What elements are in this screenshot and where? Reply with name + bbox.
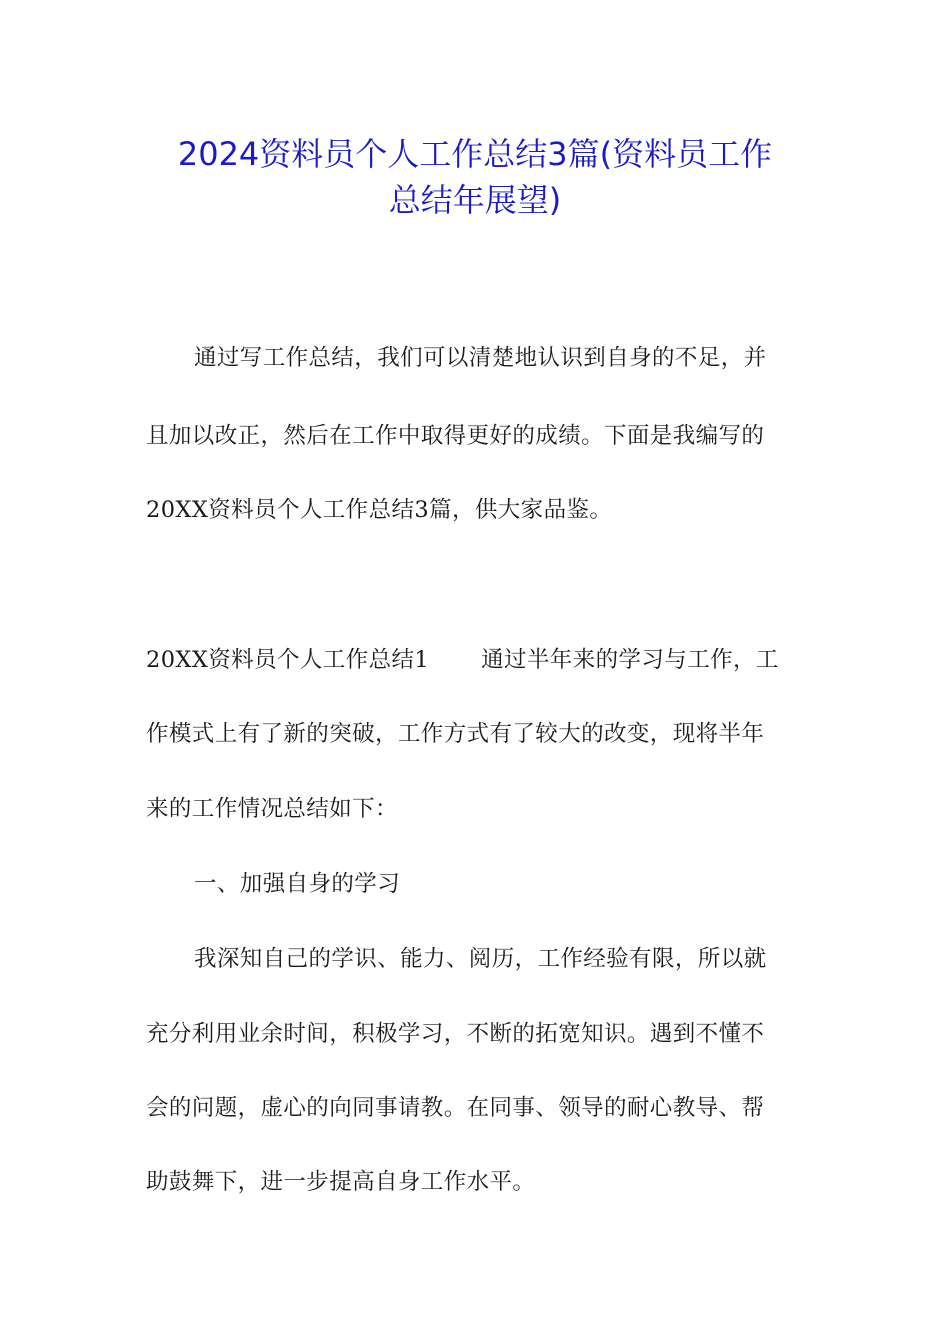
- section-1-first-line: [146, 645, 779, 675]
- paragraph-2-line-2: 充分利用业余时间，积极学习，不断的拓宽知识。遇到不懂不: [146, 1021, 765, 1047]
- intro-line-1: 通过写工作总结，我们可以清楚地认识到自身的不足，并: [194, 345, 767, 371]
- document-title-line-2: 总结年展望): [388, 181, 562, 219]
- paragraph-2-line-3: 会的问题，虚心的向同事请教。在同事、领导的耐心教导、帮: [146, 1095, 765, 1121]
- document-title-line-1: 2024资料员个人工作总结3篇(资料员工作: [177, 135, 773, 173]
- subheading-1: 一、加强自身的学习: [194, 871, 401, 897]
- intro-line-3: 20XX资料员个人工作总结3篇，供大家品鉴。: [146, 497, 613, 523]
- paragraph-2-line-4: 助鼓舞下，进一步提高自身工作水平。: [146, 1169, 536, 1195]
- section-1-line-3: 来的工作情况总结如下：: [146, 796, 398, 822]
- section-1-line-1: 通过半年来的学习与工作，工: [481, 647, 779, 673]
- paragraph-2-line-1: 我深知自己的学识、能力、阅历，工作经验有限，所以就: [194, 946, 767, 972]
- intro-line-2: 且加以改正，然后在工作中取得更好的成绩。下面是我编写的: [146, 423, 765, 449]
- section-1-line-2: 作模式上有了新的突破，工作方式有了较大的改变，现将半年: [146, 721, 765, 747]
- section-1-heading: 20XX资料员个人工作总结1: [146, 647, 430, 673]
